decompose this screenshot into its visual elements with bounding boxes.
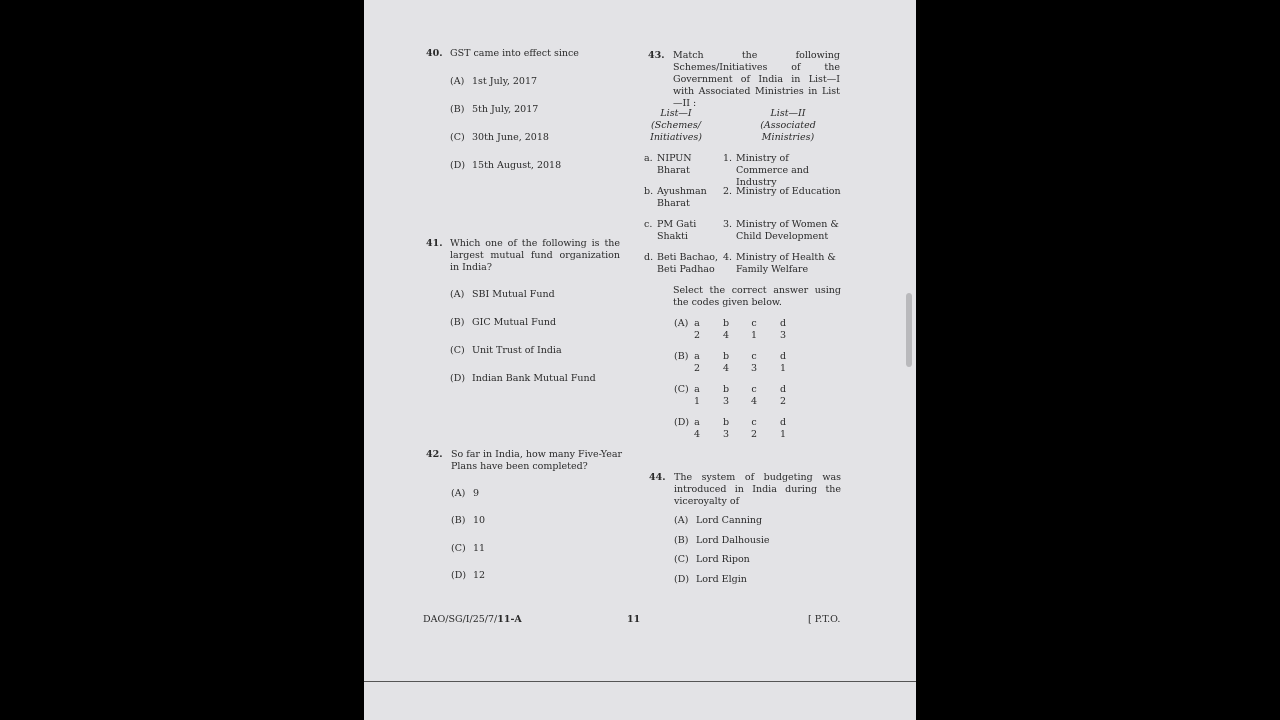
list-1-header [646, 108, 706, 144]
list-2-item-1: Ministry of Commerce and Industry [736, 153, 809, 188]
option-41-c: (C) Unit Trust of India [450, 345, 562, 356]
codes-instruction: Select the correct answer using the codes given below. [673, 285, 841, 308]
option-42-a: (A) 9 [451, 488, 480, 499]
list-2-label-4: 4. [723, 252, 733, 263]
option-44-b: (B) Lord Dalhousie [674, 535, 770, 546]
code-option-b: (B) a b c d 2 4 3 1 [674, 351, 787, 374]
list-2-title: List—II [770, 108, 806, 119]
list-2-subtitle: (Associated Ministries) [760, 120, 816, 143]
paper-code: DAO/SG/I/25/7/11-A [423, 614, 522, 625]
question-42-text: So far in India, how many Five-Year Plans have been completed? [451, 449, 623, 472]
list-1-label-d: d. [644, 252, 654, 263]
list-2-header [734, 108, 842, 144]
list-2-item-4: Ministry of Health & Family Welfare [736, 252, 836, 275]
option-41-a: (A) SBI Mutual Fund [450, 289, 555, 300]
list-2-label-2: 2. [723, 186, 733, 197]
option-42-d: (D) 12 [451, 570, 486, 581]
question-41-text: Which one of the following is the largest mutual fund organization in India? [450, 238, 620, 273]
question-44-number: 44. [649, 472, 666, 483]
list-1-label-b: b. [644, 186, 654, 197]
question-43-text: Match the following Schemes/Initiatives of the Government of India in List—I with Associated Ministries in List—II : [673, 50, 840, 109]
option-44-d: (D) Lord Elgin [674, 574, 747, 585]
question-44-text: The system of budgeting was introduced in India during the viceroyalty of [674, 472, 841, 507]
list-2-item-2: Ministry of Education [736, 186, 841, 197]
option-41-b: (B) GIC Mutual Fund [450, 317, 557, 328]
code-option-a: (A) a b c d 2 4 1 3 [674, 318, 787, 341]
code-option-d: (D) a b c d 4 3 2 1 [674, 417, 787, 440]
list-1-item-d: Beti Bachao, Beti Padhao [657, 252, 718, 275]
scrollbar-thumb[interactable] [906, 293, 912, 367]
list-1-item-a: NIPUN Bharat [657, 153, 692, 176]
question-40-text: GST came into effect since [450, 48, 579, 59]
list-2-label-1: 1. [723, 153, 733, 164]
list-2-label-3: 3. [723, 219, 733, 230]
page-number: 11 [627, 614, 641, 625]
exam-page [364, 0, 916, 720]
option-42-c: (C) 11 [451, 543, 486, 554]
list-2-item-3: Ministry of Women & Child Development [736, 219, 839, 242]
option-41-d: (D) Indian Bank Mutual Fund [450, 373, 596, 384]
question-43-number: 43. [648, 50, 665, 61]
option-40-b: (B) 5th July, 2017 [450, 104, 539, 115]
question-42-number: 42. [426, 449, 443, 460]
option-40-a: (A) 1st July, 2017 [450, 76, 538, 87]
option-40-d: (D) 15th August, 2018 [450, 160, 562, 171]
question-40-number: 40. [426, 48, 443, 59]
list-1-item-c: PM Gati Shakti [657, 219, 697, 242]
option-44-c: (C) Lord Ripon [674, 554, 750, 565]
page-bottom-rule [364, 681, 916, 682]
list-1-title: List—I [660, 108, 692, 119]
option-42-b: (B) 10 [451, 515, 486, 526]
list-1-subtitle: (Schemes/ Initiatives) [650, 120, 702, 143]
list-1-label-a: a. [644, 153, 653, 164]
option-44-a: (A) Lord Canning [674, 515, 763, 526]
question-41-number: 41. [426, 238, 443, 249]
code-option-c: (C) a b c d 1 3 4 2 [674, 384, 787, 407]
pto-marker: [ P.T.O. [808, 614, 841, 625]
option-40-c: (C) 30th June, 2018 [450, 132, 549, 143]
list-1-item-b: Ayushman Bharat [657, 186, 707, 209]
list-1-label-c: c. [644, 219, 653, 230]
